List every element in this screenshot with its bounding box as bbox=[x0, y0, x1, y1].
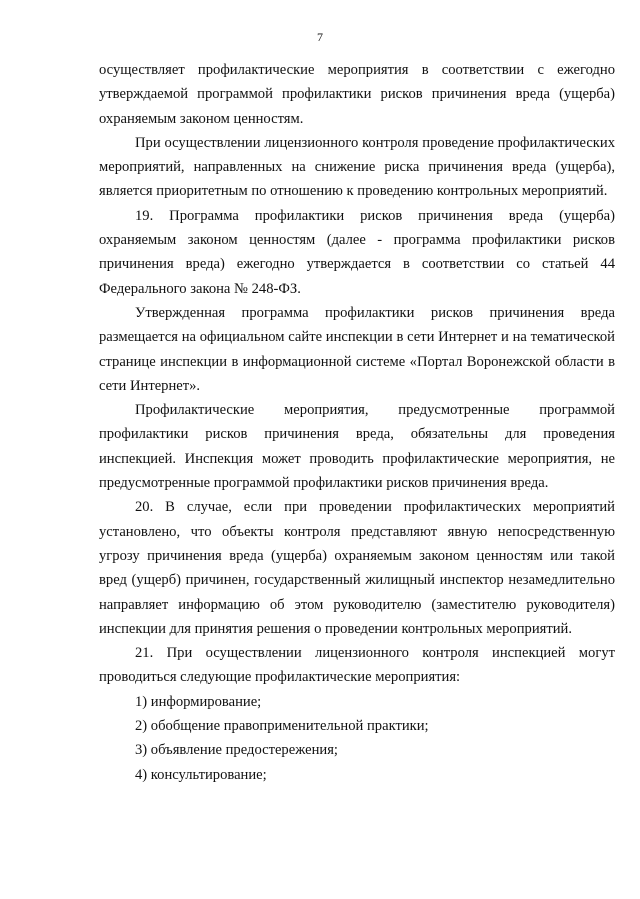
paragraph-priority-prevention: При осуществлении лицензионного контроля проведение профилактических мероприятий, направленных на снижение риска причинения вреда (ущерба), является приоритетным по отношению к проведению контрольных мероприятий. bbox=[99, 134, 615, 200]
paragraph-20-threat: 20. В случае, если при проведении профилактических мероприятий установлено, что объекты контроля представляют явную непосредственную угрозу причинения вреда (ущерба) охраняемым законом ценностям или такой вред (ущерб) причинен, государственный жилищный инспектор незамедлительно направляет информацию об этом руководителю (заместителю руководителя) инспекции для принятия решения о проведении контрольных мероприятий. bbox=[99, 499, 615, 637]
list-item-warning: 3) объявление предостережения; bbox=[135, 742, 338, 759]
list-item-informing: 1) информирование; bbox=[135, 693, 262, 710]
paragraph-program-publication: Утвержденная программа профилактики рисков причинения вреда размещается на официальном сайте инспекции в сети Интернет и на тематической странице инспекции в информационной системе «Портал Воронежской области в сети Интернет». bbox=[99, 304, 615, 394]
paragraph-mandatory-measures: Профилактические мероприятия, предусмотренные программой профилактики рисков причинения вреда, обязательны для проведения инспекцией. Инспекция может проводить профилактические мероприятия, не предусмотренные программой профилактики рисков причинения вреда. bbox=[99, 402, 615, 492]
page-number: 7 bbox=[317, 30, 323, 44]
paragraph-continuation: осуществляет профилактические мероприятия в соответствии с ежегодно утверждаемой программой профилактики рисков причинения вреда (ущерба) охраняемым законом ценностям. bbox=[99, 62, 615, 127]
list-item-generalization: 2) обобщение правоприменительной практики; bbox=[135, 718, 429, 735]
document-body bbox=[99, 58, 615, 787]
paragraph-21-measures: 21. При осуществлении лицензионного контроля инспекцией могут проводиться следующие профилактические мероприятия: bbox=[99, 645, 615, 686]
list-item-consulting: 4) консультирование; bbox=[135, 766, 267, 783]
paragraph-19-program: 19. Программа профилактики рисков причинения вреда (ущерба) охраняемым законом ценностям (далее - программа профилактики рисков причинения вреда) ежегодно утверждается в соответствии со статьей 44 Федерального закона № 248-ФЗ. bbox=[99, 207, 615, 297]
